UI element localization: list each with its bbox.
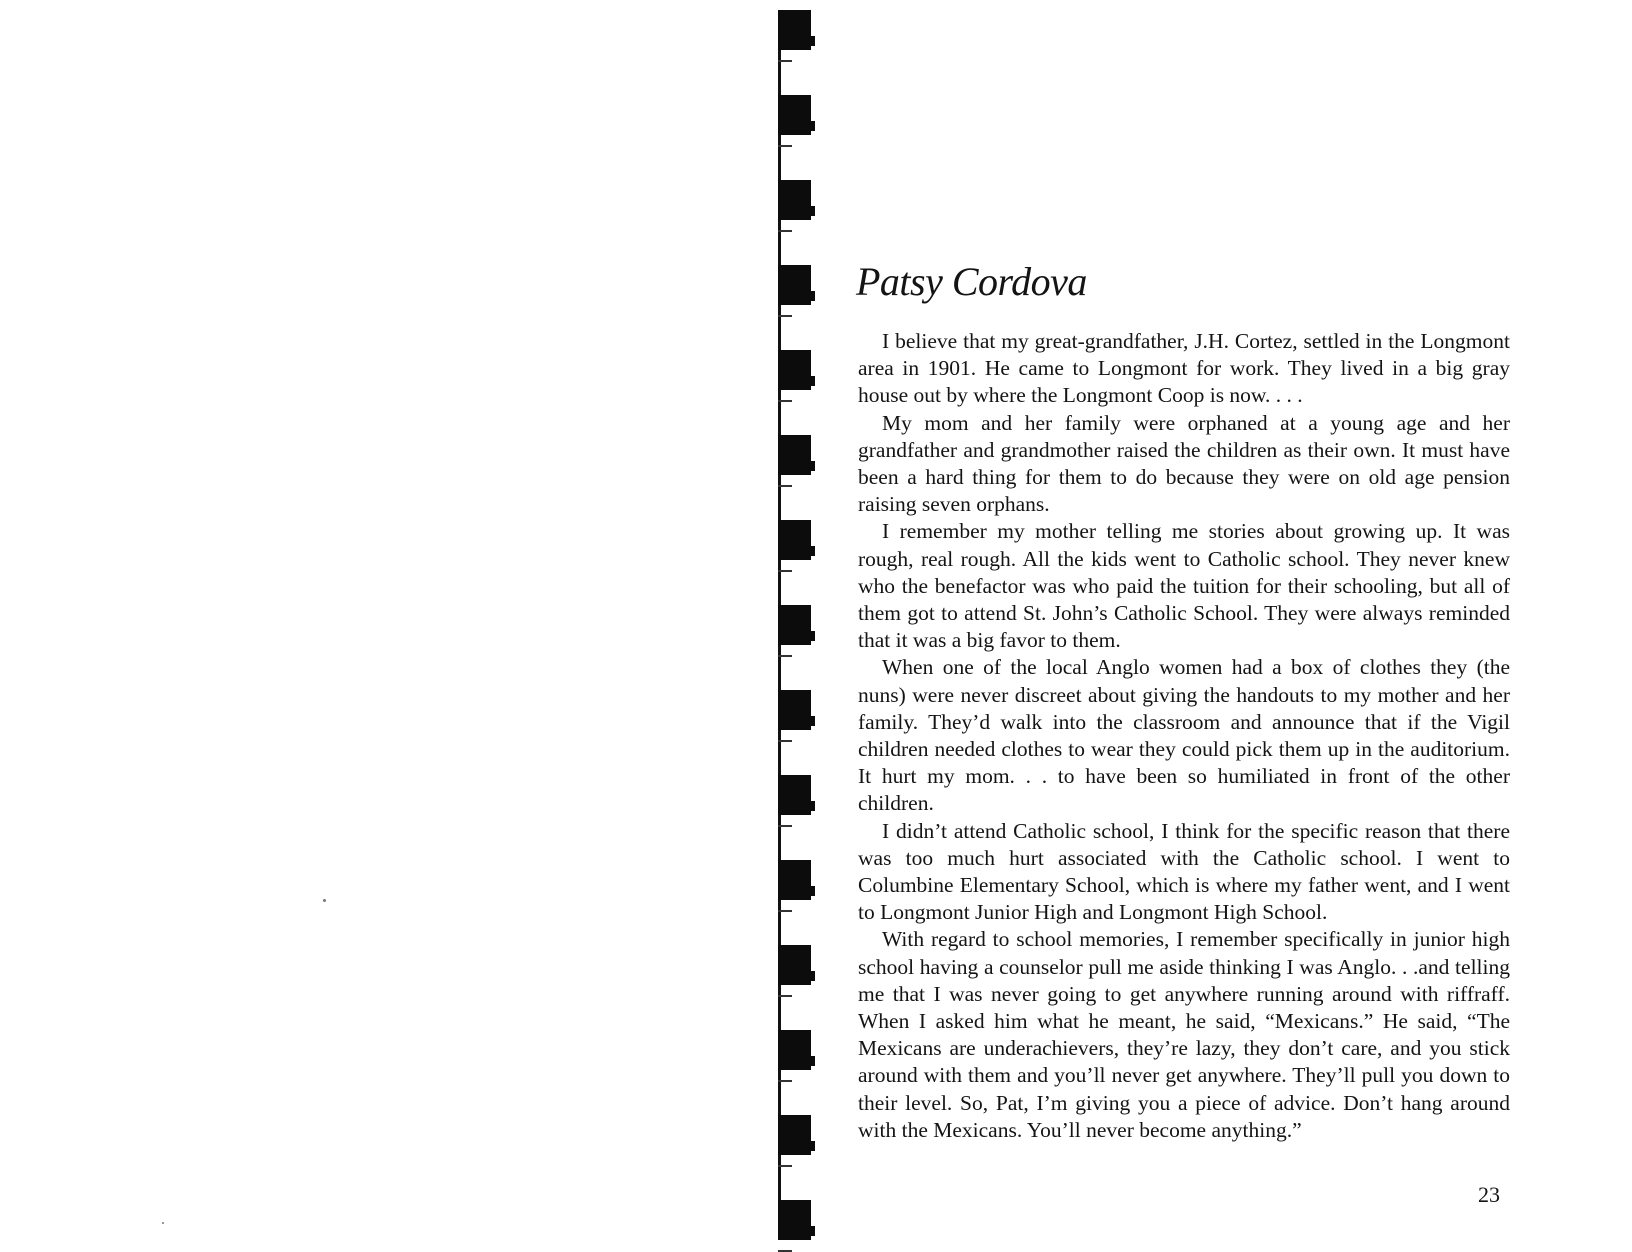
paragraph: When one of the local Anglo women had a box of clothes they (the nuns) were never discreet about giving the handouts to my mother and her family. They’d walk into the classroom and announce that if the Vigil children needed clothes to wear they could pick them up in the auditorium. It hurt my mom. . . to have been so humiliated in front of the other children. bbox=[858, 655, 1510, 816]
binding-tab bbox=[778, 180, 811, 220]
binding-tab bbox=[778, 95, 811, 135]
page-number: 23 bbox=[1478, 1182, 1500, 1207]
paper-speck bbox=[162, 1222, 164, 1224]
paragraph: I believe that my great-grandfather, J.H. Cortez, settled in the Longmont area in 1901. He came to Longmont for work. They lived in a big gray house out by where the Longmont Coop is now. . . . bbox=[858, 329, 1510, 408]
binding-tab bbox=[778, 775, 811, 815]
paragraph: With regard to school memories, I remember specifically in junior high school having a counselor pull me aside thinking I was Anglo. . .and telling me that I was never going to get anywhere running around with riffraff. When I asked him what he meant, he said, “Mexicans.” He said, “The Mexicans are underachievers, they’re lazy, they don’t care, and you stick around with them and you’ll never get anywhere. They’ll pull you down to their level. So, Pat, I’m giving you a piece of advice. Don’t hang around with the Mexicans. You’ll never become anything.” bbox=[858, 927, 1510, 1142]
binding-tab bbox=[778, 690, 811, 730]
binding-tab bbox=[778, 860, 811, 900]
paragraph: My mom and her family were orphaned at a young age and her grandfather and grandmother raised the children as their own. It must have been a hard thing for them to do because they were on old age pension raising seven orphans. bbox=[858, 410, 1510, 517]
binding-tab bbox=[778, 1115, 811, 1155]
paragraph: I remember my mother telling me stories about growing up. It was rough, real rough. All the kids went to Catholic school. They never knew who the benefactor was who paid the tuition for their schooling, but all of them got to attend St. John’s Catholic School. They were always reminded that it was a big favor to them. bbox=[858, 519, 1510, 653]
binding-tab bbox=[778, 605, 811, 645]
binding-tab bbox=[778, 10, 811, 50]
binding-tab bbox=[778, 1030, 811, 1070]
binding-tab bbox=[778, 1200, 811, 1240]
right-page-content bbox=[858, 258, 1510, 1144]
binding-tab bbox=[778, 520, 811, 560]
spiral-binding bbox=[772, 0, 832, 1250]
paragraph: I didn’t attend Catholic school, I think for the specific reason that there was too much hurt associated with the Catholic school. I went to Columbine Elementary School, which is where my father went, and I went to Longmont Junior High and Longmont High School. bbox=[858, 818, 1510, 925]
blank-left-page bbox=[0, 0, 770, 1250]
binding-tab bbox=[778, 350, 811, 390]
chapter-title: Patsy Cordova bbox=[856, 259, 1087, 304]
paper-speck bbox=[323, 899, 326, 902]
binding-tab bbox=[778, 435, 811, 475]
binding-tab bbox=[778, 945, 811, 985]
binding-tab bbox=[778, 265, 811, 305]
